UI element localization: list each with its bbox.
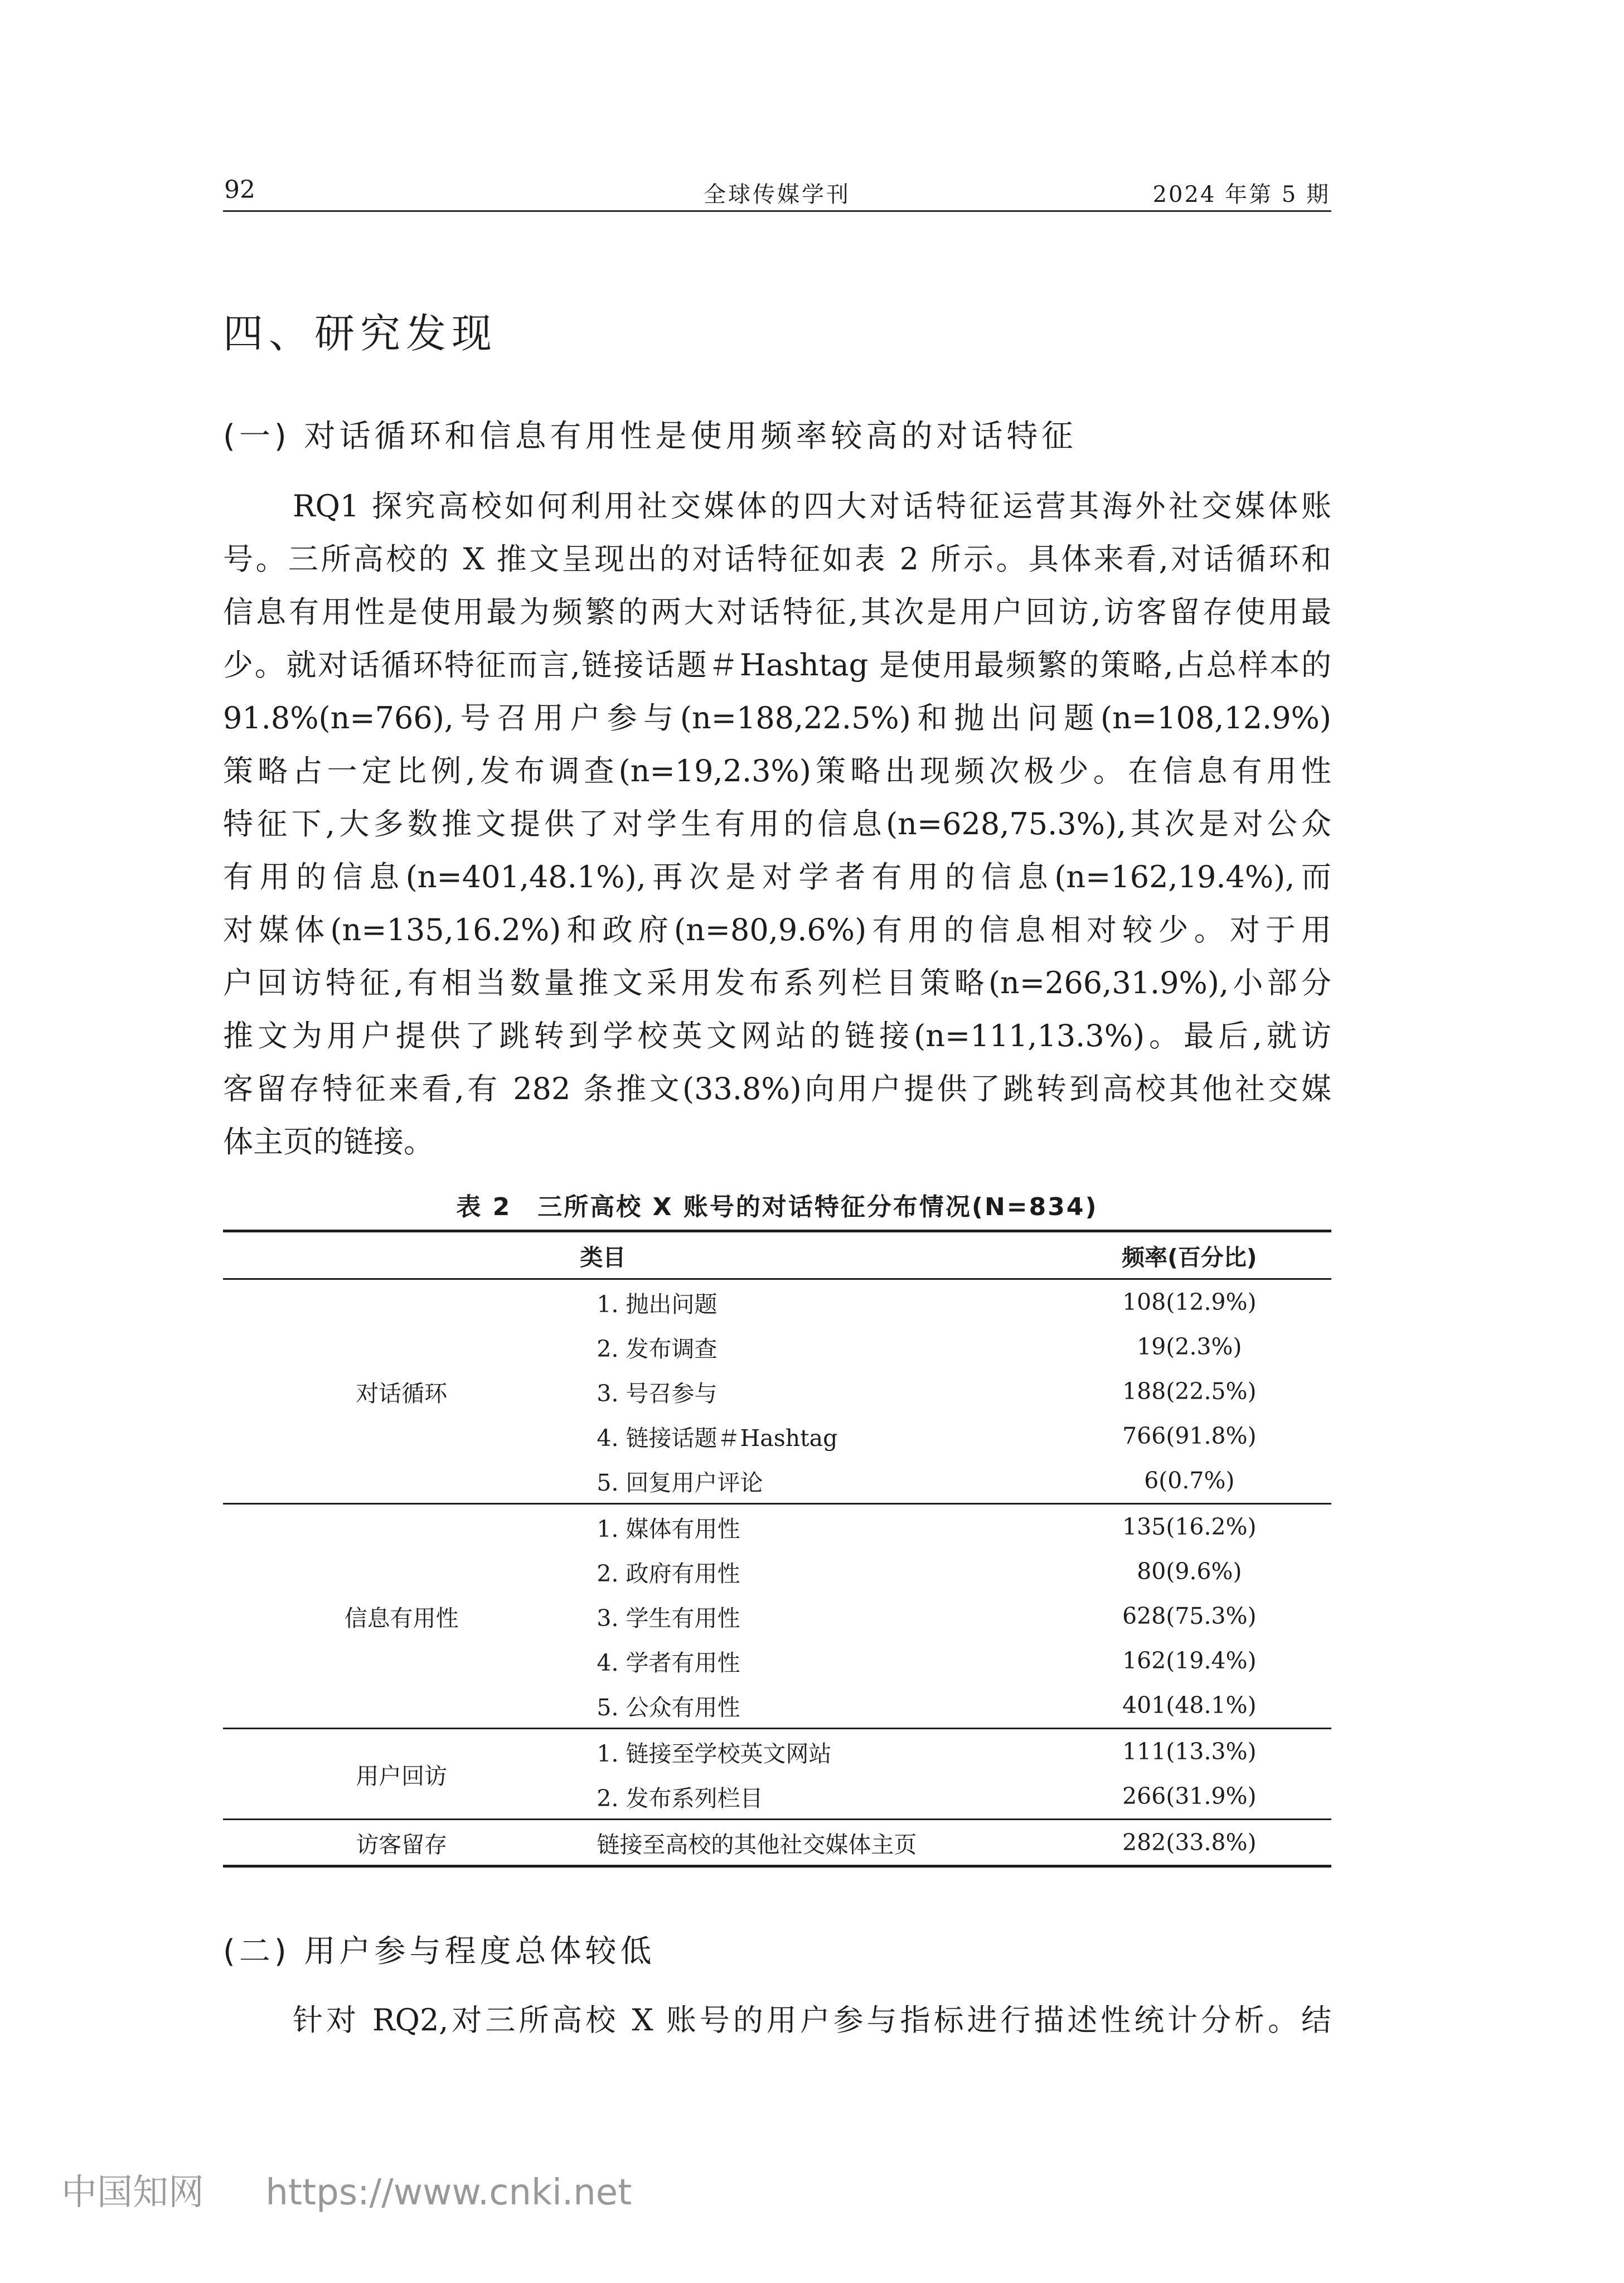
table-header-cell: [223, 1231, 580, 1279]
paragraph-line: 推文为用户提供了跳转到学校英文网站的链接(n=111,13.3%)。最后,就访: [223, 1018, 1331, 1053]
paragraph-line: 体主页的链接。: [223, 1124, 434, 1159]
frequency-cell: 282(33.8%): [1048, 1820, 1331, 1866]
table-caption: 表 2 三所高校 X 账号的对话特征分布情况(N=834): [456, 1193, 1098, 1221]
table-header-cell: 频率(百分比): [1048, 1231, 1331, 1279]
category-cell: 3. 号召参与: [597, 1380, 718, 1407]
category-cell: 1. 媒体有用性: [597, 1515, 740, 1542]
paragraph-line: RQ1 探究高校如何利用社交媒体的四大对话特征运营其海外社交媒体账: [293, 488, 1331, 524]
category-cell: 链接至高校的其他社交媒体主页: [580, 1820, 1047, 1866]
frequency-cell: 135(16.2%): [1122, 1513, 1257, 1540]
paragraph-line: 针对 RQ2,对三所高校 X 账号的用户参与指标进行描述性统计分析。结: [293, 2003, 1331, 2038]
page-number: 92: [224, 176, 255, 204]
table-header-category: 类目: [580, 1244, 626, 1271]
frequency-cell: 162(19.4%): [1122, 1647, 1257, 1674]
running-header: [223, 176, 1331, 212]
frequency-cell: 188(22.5%): [1122, 1378, 1257, 1405]
journal-name: 全球传媒学刊: [704, 182, 851, 207]
issue-label: 2024 年第 5 期: [1152, 182, 1330, 207]
category-cell: 4. 链接话题＃Hashtag: [597, 1424, 838, 1452]
category-cell: 1. 抛出问题: [597, 1290, 718, 1318]
paragraph-line: 91.8%(n=766),号召用户参与(n=188,22.5%)和抛出问题(n=108,12.9%): [223, 700, 1331, 736]
paragraph-line: 少。就对话循环特征而言,链接话题＃Hashtag 是使用最频繁的策略,占总样本的: [223, 647, 1331, 683]
frequency-cell: 401(48.1%): [1048, 1683, 1331, 1729]
site-url: https://www.cnki.net: [265, 2172, 632, 2213]
category-cell: 2. 发布调查: [597, 1335, 718, 1362]
table-row: [223, 1279, 1331, 1325]
category-cell: 2. 发布系列栏目: [580, 1774, 1047, 1820]
group-name: 访客留存: [223, 1820, 580, 1866]
table-row: [223, 1820, 1331, 1866]
table-header-row: [223, 1231, 1331, 1279]
subsection-title-2: (二) 用户参与程度总体较低: [223, 1933, 656, 1970]
group-name: 对话循环: [223, 1279, 580, 1504]
site-name: 中国知网: [61, 2172, 204, 2213]
category-cell: 1. 链接至学校英文网站: [597, 1740, 832, 1767]
frequency-cell: 19(2.3%): [1137, 1333, 1242, 1360]
frequency-cell: 111(13.3%): [1122, 1738, 1257, 1765]
paragraph-line: 对媒体(n=135,16.2%)和政府(n=80,9.6%)有用的信息相对较少。对于用: [223, 912, 1331, 947]
category-cell: 5. 回复用户评论: [580, 1458, 1047, 1504]
paragraph-line: 特征下,大多数推文提供了对学生有用的信息(n=628,75.3%),其次是对公众: [223, 806, 1331, 841]
frequency-cell: 108(12.9%): [1122, 1289, 1257, 1315]
paragraph-line: 号。三所高校的 X 推文呈现出的对话特征如表 2 所示。具体来看,对话循环和: [223, 541, 1331, 577]
table-header-cell: [580, 1231, 1047, 1279]
frequency-cell: 766(91.8%): [1122, 1423, 1257, 1449]
dialogue-feature-table: [223, 1230, 1331, 1868]
section-title: 四、研究发现: [223, 310, 498, 357]
table-row: [223, 1729, 1331, 1774]
subsection-title-1: (一) 对话循环和信息有用性是使用频率较高的对话特征: [223, 418, 1077, 454]
paragraph-line: 客留存特征来看,有 282 条推文(33.8%)向用户提供了跳转到高校其他社交媒: [223, 1071, 1331, 1106]
paragraph-line: 有用的信息(n=401,48.1%),再次是对学者有用的信息(n=162,19.4%),而: [223, 859, 1331, 894]
watermark-footer: [61, 2164, 632, 2215]
paragraph-2: [223, 1994, 1331, 2047]
table-row: [223, 1504, 1331, 1550]
paragraph-line: 信息有用性是使用最为频繁的两大对话特征,其次是用户回访,访客留存使用最: [223, 594, 1331, 630]
group-name: 用户回访: [223, 1729, 580, 1820]
paragraph-line: 策略占一定比例,发布调查(n=19,2.3%)策略出现频次极少。在信息有用性: [223, 753, 1331, 789]
category-cell: 4. 学者有用性: [597, 1649, 740, 1676]
category-cell: 2. 政府有用性: [597, 1560, 740, 1587]
category-cell: 3. 学生有用性: [597, 1604, 740, 1632]
paragraph-1: [223, 480, 1331, 1168]
frequency-cell: 266(31.9%): [1048, 1774, 1331, 1820]
frequency-cell: 628(75.3%): [1122, 1603, 1257, 1629]
paragraph-line: 户回访特征,有相当数量推文采用发布系列栏目策略(n=266,31.9%),小部分: [223, 965, 1331, 1000]
frequency-cell: 6(0.7%): [1048, 1458, 1331, 1504]
frequency-cell: 80(9.6%): [1137, 1558, 1242, 1585]
group-name: 信息有用性: [223, 1504, 580, 1729]
category-cell: 5. 公众有用性: [580, 1683, 1047, 1729]
